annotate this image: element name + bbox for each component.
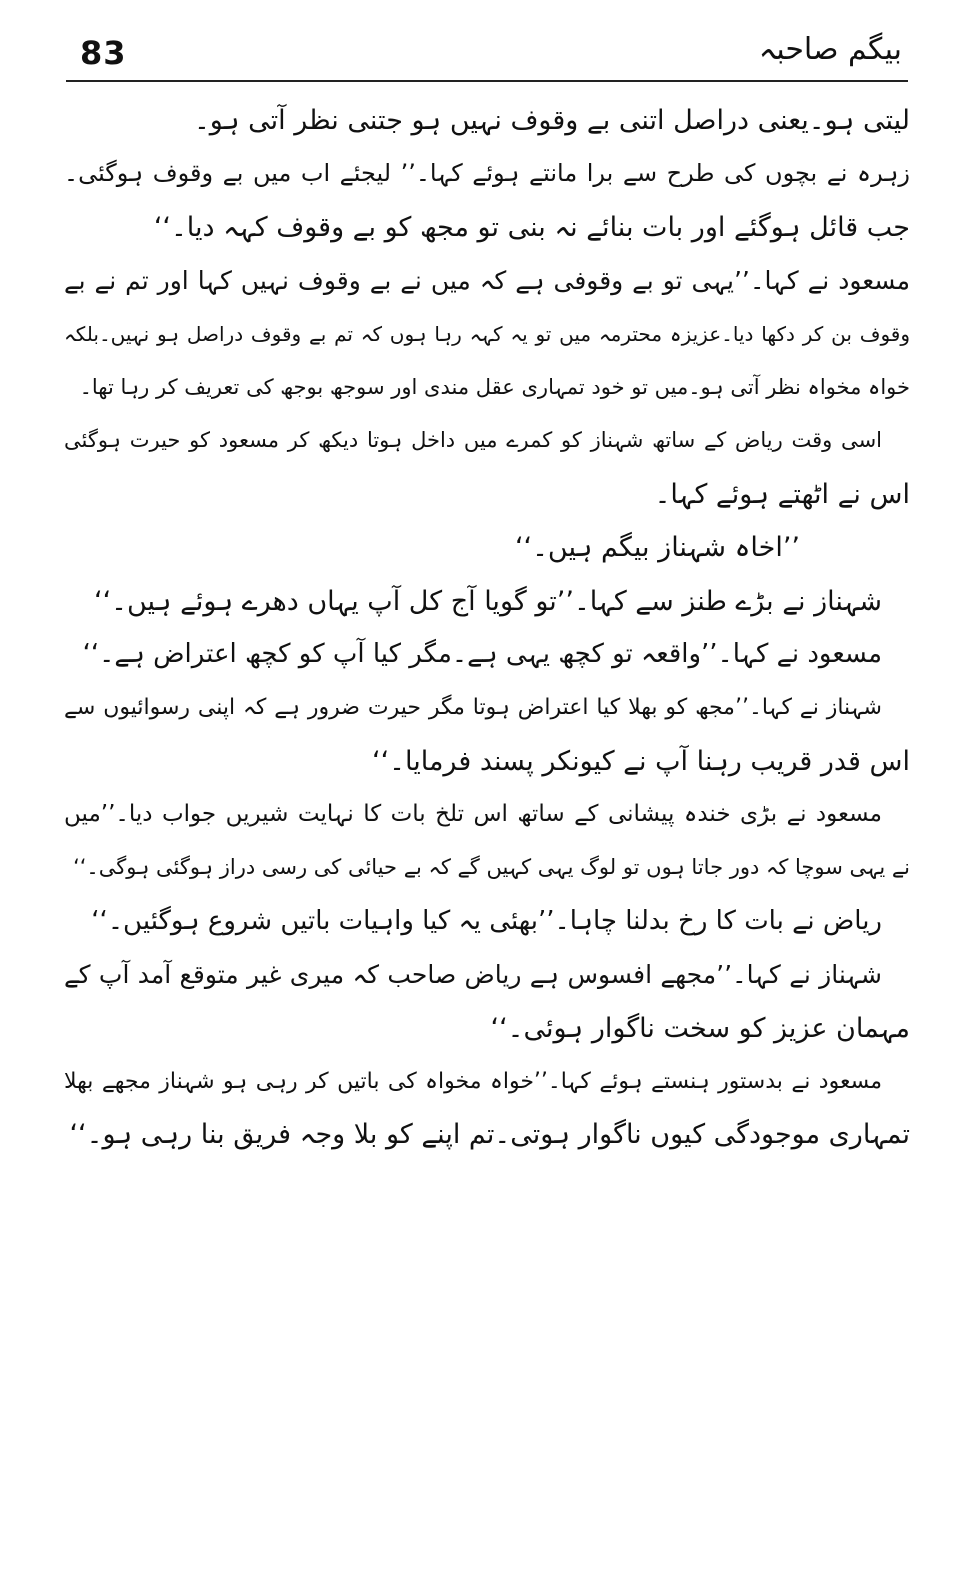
text-line: مسعود نے کہا۔’’یہی تو بے وقوفی ہے کہ میں نے بے وقوف نہیں کہا اور تم نے بے <box>64 266 910 296</box>
text-line: شہناز نے کہا۔’’مجھ کو بھلا کیا اعتراض ہوتا مگر حیرت ضرور ہے کہ اپنی رسوائیوں سے <box>64 695 882 721</box>
page-header <box>66 28 908 80</box>
text-line: مہمان عزیز کو سخت ناگوار ہوئی۔‘‘ <box>490 1012 910 1044</box>
text-line: اس نے اٹھتے ہوئے کہا۔ <box>654 478 910 510</box>
running-title: بیگم صاحبہ <box>758 32 902 67</box>
text-line: خواہ مخواہ نظر آتی ہو۔میں تو خود تمہاری عقل مندی اور سوجھ بوجھ کی تعریف کر رہا تھا۔ <box>79 374 910 399</box>
text-line: شہناز نے کہا۔’’مجھے افسوس ہے ریاض صاحب کہ میری غیر متوقع آمد آپ کے <box>64 960 882 990</box>
text-line: اسی وقت ریاض کے ساتھ شہناز کو کمرے میں داخل ہوتا دیکھ کر مسعود کو حیرت ہوگئی <box>64 428 882 453</box>
text-line: ’’اخاہ شہناز بیگم ہیں۔‘‘ <box>514 532 800 564</box>
text-line: شہناز نے بڑے طنز سے کہا۔’’تو گویا آج کل آپ یہاں دھرے ہوئے ہیں۔‘‘ <box>94 585 882 617</box>
text-line: لیتی ہو۔یعنی دراصل اتنی بے وقوف نہیں ہو جتنی نظر آتی ہو۔ <box>193 105 910 136</box>
page-number: 83 <box>80 34 127 72</box>
text-line: نے یہی سوچا کہ دور جاتا ہوں تو لوگ یہی کہیں گے کہ بے حیائی کی رسی دراز ہوگئی ہوگی۔‘‘ <box>73 855 910 880</box>
text-line: مسعود نے کہا۔’’واقعہ تو کچھ یہی ہے۔مگر کیا آپ کو کچھ اعتراض ہے۔‘‘ <box>82 638 882 669</box>
text-line: وقوف بن کر دکھا دیا۔عزیزہ محترمہ میں تو یہ کہہ رہا ہوں کہ تم بے وقوف دراصل ہو نہیں۔بلکہ <box>64 321 910 346</box>
text-line: ریاض نے بات کا رخ بدلنا چاہا۔’’بھئی یہ کیا واہیات باتیں شروع ہوگئیں۔‘‘ <box>91 905 882 936</box>
text-line: مسعود نے بدستور ہنستے ہوئے کہا۔’’خواہ مخواہ کی باتیں کر رہی ہو شہناز مجھے بھلا <box>64 1069 882 1095</box>
text-line: مسعود نے بڑی خندہ پیشانی کے ساتھ اس تلخ بات کا نہایت شیریں جواب دیا۔’’میں <box>64 801 882 828</box>
text-line: اس قدر قریب رہنا آپ نے کیونکر پسند فرمایا۔‘‘ <box>372 745 910 777</box>
text-line: زہرہ نے بچوں کی طرح سے برا مانتے ہوئے کہا۔’’ لیجئے اب میں بے وقوف ہوگئی۔ <box>64 159 910 188</box>
text-line: جب قائل ہوگئے اور بات بنائے نہ بنی تو مجھ کو بے وقوف کہہ دیا۔‘‘ <box>153 211 910 243</box>
text-line: تمہاری موجودگی کیوں ناگوار ہوتی۔تم اپنے کو بلا وجہ فریق بنا رہی ہو۔‘‘ <box>69 1119 910 1151</box>
body-text <box>64 94 910 1162</box>
header-divider <box>66 80 908 82</box>
